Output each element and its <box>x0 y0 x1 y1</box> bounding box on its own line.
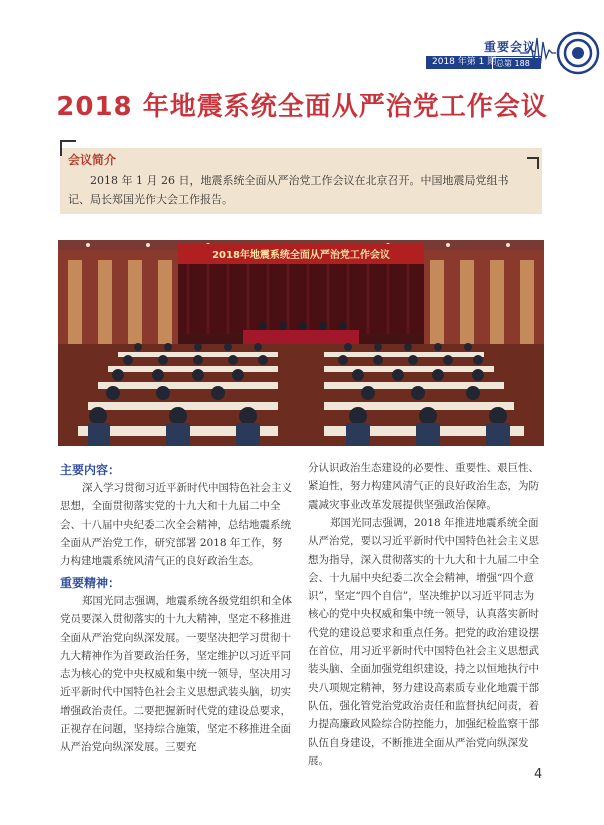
meeting-photo <box>58 240 544 446</box>
right-column-paragraph: 郑国光同志强调，2018 年推进地震系统全面从严治党，要以习近平新时代中国特色社会主义思想为指导，深入贯彻落实的十九大和十九届二中全会、十九届中央纪委二次全会精神，增强“四个意识”，坚定“四个自信”，坚决维护以习近平同志为核心的党中央权威和集中统一领导，认真落实新时代党的建设总要求和重点任务。把党的政治建设摆在首位，用习近平新时代中国特色社会主义思想武装头脑、全面加强党组织建设，持之以恒地执行中央八项规定精神，努力建设高素质专业化地震干部队伍，强化管党治党政治责任和监督执纪问责，着力提高廉政风险综合防控能力，加强纪检监察干部队伍自身建设，不断推进全面从严治党向纵深发展。 <box>308 517 539 767</box>
key-spirit-text: 郑国光同志强调，地震系统各级党组织和全体党员要深入贯彻落实的十九大精神，坚定不移推进全面从严治党向纵深发展。一要坚决把学习贯彻十九大精神作为首要政治任务，坚定维护以习近平同志为核心的党中央权威和集中统一领导，坚决用习近平新时代中国特色社会主义思想武装头脑，切实增强政治责任。二要把握新时代党的建设总要求，正视存在问题，坚持综合施策，坚定不移推进全面从严治党向纵深发展。三要充 <box>60 595 292 754</box>
seismograph-logo-icon <box>520 28 604 78</box>
intro-label: 会议简介 <box>68 153 117 167</box>
section-title: 重要会议 <box>484 40 537 54</box>
meeting-photo-image <box>58 240 544 446</box>
page-number: 4 <box>534 767 543 782</box>
intro-text: 2018 年 1 月 26 日，地震系统全面从严治党工作会议在北京召开。中国地震局党组书记、局长郑国光作大会工作报告。 <box>68 174 509 206</box>
photo-banner-text: 2018年地震系统全面从严治党工作会议 <box>212 250 390 261</box>
right-column-continued-text: 分认识政治生态建设的必要性、重要性、艰巨性、紧迫性，努力构建风清气正的良好政治生态，为防震减灾事业改革发展提供坚强政治保障。 <box>308 462 539 511</box>
main-content-text: 深入学习贯彻习近平新时代中国特色社会主义思想，全面贯彻落实党的十九大和十九届二中全会、十八届中央纪委二次全会精神，总结地震系统全面从严治党工作，研究部署 2018 年工作，努力构建地震系统风清气正的良好政治生态。 <box>60 482 292 568</box>
article-title: 2018 年地震系统全面从严治党工作会议 <box>56 92 548 122</box>
total-issue-label: 总第 188 期 <box>492 57 542 70</box>
corner-bracket-icon <box>527 157 539 169</box>
main-content-heading: 主要内容： <box>60 463 121 477</box>
key-spirit-heading: 重要精神： <box>60 576 121 590</box>
issue-label: 2018 年第 1 期 <box>432 57 497 67</box>
